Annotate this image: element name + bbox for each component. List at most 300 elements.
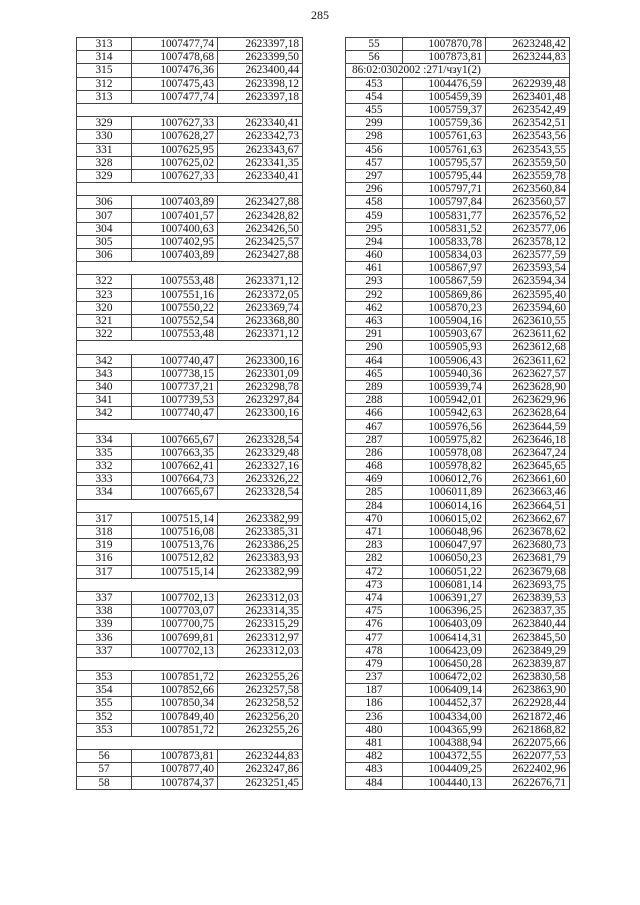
point-number-cell: 457 [346, 156, 403, 169]
y-coordinate-cell: 2623326,22 [218, 473, 303, 486]
y-coordinate-cell: 2623577,59 [486, 249, 570, 262]
y-coordinate-cell: 2622939,48 [486, 77, 570, 90]
table-row [77, 301, 303, 314]
point-number-cell: 332 [77, 460, 132, 473]
table-row [77, 763, 303, 776]
x-coordinate-cell: 1006015,02 [403, 512, 486, 525]
y-coordinate-cell: 2623830,58 [486, 671, 570, 684]
point-number-cell: 57 [77, 763, 132, 776]
point-number-cell: 321 [77, 314, 132, 327]
point-number-cell: 287 [346, 433, 403, 446]
x-coordinate-cell: 1007664,73 [132, 473, 218, 486]
point-number-cell: 468 [346, 460, 403, 473]
point-number-cell: 480 [346, 723, 403, 736]
x-coordinate-cell: 1007662,41 [132, 460, 218, 473]
point-number-cell: 478 [346, 644, 403, 657]
table-row [346, 763, 570, 776]
x-coordinate-cell: 1006050,23 [403, 552, 486, 565]
point-number-cell: 288 [346, 394, 403, 407]
table-row [346, 77, 570, 90]
table-row [346, 341, 570, 354]
table-row [77, 433, 303, 446]
table-row [346, 657, 570, 670]
y-coordinate-cell: 2623576,52 [486, 209, 570, 222]
y-coordinate-cell: 2623425,57 [218, 235, 303, 248]
x-coordinate-cell: 1005978,08 [403, 446, 486, 459]
y-coordinate-cell: 2623560,57 [486, 196, 570, 209]
point-number-cell: 460 [346, 249, 403, 262]
separator-row [77, 420, 303, 433]
x-coordinate-cell: 1007478,68 [132, 51, 218, 64]
y-coordinate-cell: 2623327,16 [218, 460, 303, 473]
y-coordinate-cell: 2623382,99 [218, 565, 303, 578]
table-row [346, 288, 570, 301]
x-coordinate-cell: 1004476,59 [403, 77, 486, 90]
y-coordinate-cell: 2623369,74 [218, 301, 303, 314]
x-coordinate-cell: 1007851,72 [132, 723, 218, 736]
point-number-cell: 236 [346, 710, 403, 723]
y-coordinate-cell: 2623661,60 [486, 473, 570, 486]
y-coordinate-cell: 2623428,82 [218, 209, 303, 222]
table-row [346, 578, 570, 591]
table-row [77, 671, 303, 684]
point-number-cell: 319 [77, 539, 132, 552]
point-number-cell: 328 [77, 156, 132, 169]
point-number-cell: 299 [346, 117, 403, 130]
y-coordinate-cell: 2623593,54 [486, 262, 570, 275]
table-row [77, 380, 303, 393]
point-number-cell: 455 [346, 103, 403, 116]
y-coordinate-cell: 2623543,56 [486, 130, 570, 143]
point-number-cell: 294 [346, 235, 403, 248]
y-coordinate-cell: 2623594,34 [486, 275, 570, 288]
point-number-cell: 466 [346, 407, 403, 420]
y-coordinate-cell: 2623244,83 [218, 750, 303, 763]
x-coordinate-cell: 1005905,93 [403, 341, 486, 354]
y-coordinate-cell: 2622402,96 [486, 763, 570, 776]
x-coordinate-cell: 1007403,89 [132, 249, 218, 262]
y-coordinate-cell: 2623595,40 [486, 288, 570, 301]
table-row [346, 605, 570, 618]
y-coordinate-cell: 2623427,88 [218, 249, 303, 262]
point-number-cell: 317 [77, 512, 132, 525]
y-coordinate-cell: 2623398,12 [218, 77, 303, 90]
x-coordinate-cell: 1007515,14 [132, 512, 218, 525]
y-coordinate-cell: 2623312,97 [218, 631, 303, 644]
y-coordinate-cell: 2623840,44 [486, 618, 570, 631]
y-coordinate-cell: 2623256,20 [218, 710, 303, 723]
y-coordinate-cell: 2623594,60 [486, 301, 570, 314]
y-coordinate-cell: 2623543,55 [486, 143, 570, 156]
x-coordinate-cell: 1006450,28 [403, 657, 486, 670]
table-row [346, 697, 570, 710]
y-coordinate-cell: 2623247,86 [218, 763, 303, 776]
table-row [77, 539, 303, 552]
table-row [346, 130, 570, 143]
separator-row [77, 736, 303, 749]
y-coordinate-cell: 2623542,51 [486, 117, 570, 130]
x-coordinate-cell: 1005976,56 [403, 420, 486, 433]
point-number-cell: 55 [346, 38, 403, 51]
x-coordinate-cell: 1006396,25 [403, 605, 486, 618]
table-row [77, 156, 303, 169]
x-coordinate-cell: 1007513,76 [132, 539, 218, 552]
table-row [77, 618, 303, 631]
point-number-cell: 56 [77, 750, 132, 763]
table-row [346, 499, 570, 512]
table-row [346, 262, 570, 275]
separator-row [77, 103, 303, 116]
x-coordinate-cell: 1007700,75 [132, 618, 218, 631]
separator-row [77, 262, 303, 275]
table-row [346, 38, 570, 51]
y-coordinate-cell: 2621868,82 [486, 723, 570, 736]
x-coordinate-cell: 1005869,86 [403, 288, 486, 301]
separator-cell [77, 578, 303, 591]
table-row [346, 684, 570, 697]
y-coordinate-cell: 2623297,84 [218, 394, 303, 407]
point-number-cell: 472 [346, 565, 403, 578]
x-coordinate-cell: 1007877,40 [132, 763, 218, 776]
table-row [346, 631, 570, 644]
x-coordinate-cell: 1007401,57 [132, 209, 218, 222]
parcel-header-row [346, 64, 570, 77]
x-coordinate-cell: 1005759,37 [403, 103, 486, 116]
table-row [77, 631, 303, 644]
x-coordinate-cell: 1006011,89 [403, 486, 486, 499]
point-number-cell: 465 [346, 367, 403, 380]
point-number-cell: 484 [346, 776, 403, 789]
y-coordinate-cell: 2623612,68 [486, 341, 570, 354]
y-coordinate-cell: 2623839,87 [486, 657, 570, 670]
y-coordinate-cell: 2623255,26 [218, 723, 303, 736]
table-row [346, 446, 570, 459]
x-coordinate-cell: 1005906,43 [403, 354, 486, 367]
x-coordinate-cell: 1007663,35 [132, 446, 218, 459]
table-row [346, 736, 570, 749]
y-coordinate-cell: 2623382,99 [218, 512, 303, 525]
x-coordinate-cell: 1005795,44 [403, 169, 486, 182]
point-number-cell: 330 [77, 130, 132, 143]
table-row [346, 512, 570, 525]
point-number-cell: 352 [77, 710, 132, 723]
x-coordinate-cell: 1005759,36 [403, 117, 486, 130]
point-number-cell: 470 [346, 512, 403, 525]
point-number-cell: 295 [346, 222, 403, 235]
x-coordinate-cell: 1007702,13 [132, 591, 218, 604]
x-coordinate-cell: 1006403,09 [403, 618, 486, 631]
x-coordinate-cell: 1007870,78 [403, 38, 486, 51]
table-row [77, 117, 303, 130]
x-coordinate-cell: 1007476,36 [132, 64, 218, 77]
x-coordinate-cell: 1005975,82 [403, 433, 486, 446]
y-coordinate-cell: 2623542,49 [486, 103, 570, 116]
table-row [77, 591, 303, 604]
x-coordinate-cell: 1007477,74 [132, 90, 218, 103]
x-coordinate-cell: 1007553,48 [132, 328, 218, 341]
y-coordinate-cell: 2621872,46 [486, 710, 570, 723]
x-coordinate-cell: 1006081,14 [403, 578, 486, 591]
table-row [346, 301, 570, 314]
y-coordinate-cell: 2622676,71 [486, 776, 570, 789]
y-coordinate-cell: 2623244,83 [486, 51, 570, 64]
point-number-cell: 293 [346, 275, 403, 288]
x-coordinate-cell: 1004409,25 [403, 763, 486, 776]
separator-row [77, 657, 303, 670]
y-coordinate-cell: 2623578,12 [486, 235, 570, 248]
x-coordinate-cell: 1004365,99 [403, 723, 486, 736]
point-number-cell: 336 [77, 631, 132, 644]
point-number-cell: 317 [77, 565, 132, 578]
point-number-cell: 187 [346, 684, 403, 697]
table-row [77, 90, 303, 103]
y-coordinate-cell: 2623372,05 [218, 288, 303, 301]
separator-cell [77, 103, 303, 116]
y-coordinate-cell: 2623426,50 [218, 222, 303, 235]
point-number-cell: 461 [346, 262, 403, 275]
x-coordinate-cell: 1007737,21 [132, 380, 218, 393]
x-coordinate-cell: 1007516,08 [132, 525, 218, 538]
point-number-cell: 285 [346, 486, 403, 499]
x-coordinate-cell: 1007740,47 [132, 407, 218, 420]
point-number-cell: 342 [77, 354, 132, 367]
table-row [77, 275, 303, 288]
y-coordinate-cell: 2623837,35 [486, 605, 570, 618]
y-coordinate-cell: 2623863,90 [486, 684, 570, 697]
y-coordinate-cell: 2623646,18 [486, 433, 570, 446]
x-coordinate-cell: 1005834,03 [403, 249, 486, 262]
y-coordinate-cell: 2623385,31 [218, 525, 303, 538]
y-coordinate-cell: 2623301,09 [218, 367, 303, 380]
x-coordinate-cell: 1007627,33 [132, 117, 218, 130]
table-row [77, 235, 303, 248]
point-number-cell: 322 [77, 275, 132, 288]
table-row [77, 776, 303, 789]
separator-cell [77, 183, 303, 196]
separator-row [77, 341, 303, 354]
y-coordinate-cell: 2623427,88 [218, 196, 303, 209]
x-coordinate-cell: 1005761,63 [403, 143, 486, 156]
point-number-cell: 459 [346, 209, 403, 222]
x-coordinate-cell: 1006012,76 [403, 473, 486, 486]
table-row [346, 723, 570, 736]
point-number-cell: 453 [346, 77, 403, 90]
point-number-cell: 456 [346, 143, 403, 156]
x-coordinate-cell: 1007738,15 [132, 367, 218, 380]
y-coordinate-cell: 2623644,59 [486, 420, 570, 433]
x-coordinate-cell: 1007851,72 [132, 671, 218, 684]
x-coordinate-cell: 1007515,14 [132, 565, 218, 578]
point-number-cell: 337 [77, 644, 132, 657]
y-coordinate-cell: 2622075,66 [486, 736, 570, 749]
right-coordinates-table [345, 37, 570, 790]
y-coordinate-cell: 2623627,57 [486, 367, 570, 380]
table-row [77, 249, 303, 262]
table-row [77, 354, 303, 367]
point-number-cell: 474 [346, 591, 403, 604]
y-coordinate-cell: 2623693,75 [486, 578, 570, 591]
table-row [346, 103, 570, 116]
point-number-cell: 314 [77, 51, 132, 64]
y-coordinate-cell: 2623248,42 [486, 38, 570, 51]
y-coordinate-cell: 2623679,68 [486, 565, 570, 578]
x-coordinate-cell: 1007627,33 [132, 169, 218, 182]
x-coordinate-cell: 1007699,81 [132, 631, 218, 644]
table-row [346, 249, 570, 262]
table-row [346, 143, 570, 156]
x-coordinate-cell: 1007400,63 [132, 222, 218, 235]
table-row [346, 618, 570, 631]
point-number-cell: 284 [346, 499, 403, 512]
table-row [77, 222, 303, 235]
point-number-cell: 355 [77, 697, 132, 710]
point-number-cell: 331 [77, 143, 132, 156]
table-row [346, 710, 570, 723]
y-coordinate-cell: 2623383,93 [218, 552, 303, 565]
x-coordinate-cell: 1004440,13 [403, 776, 486, 789]
x-coordinate-cell: 1005978,82 [403, 460, 486, 473]
y-coordinate-cell: 2623560,84 [486, 183, 570, 196]
y-coordinate-cell: 2623559,78 [486, 169, 570, 182]
x-coordinate-cell: 1007702,13 [132, 644, 218, 657]
table-row [346, 525, 570, 538]
point-number-cell: 307 [77, 209, 132, 222]
x-coordinate-cell: 1005940,36 [403, 367, 486, 380]
point-number-cell: 286 [346, 446, 403, 459]
y-coordinate-cell: 2623401,48 [486, 90, 570, 103]
y-coordinate-cell: 2623400,44 [218, 64, 303, 77]
table-row [346, 433, 570, 446]
table-row [77, 314, 303, 327]
point-number-cell: 334 [77, 486, 132, 499]
y-coordinate-cell: 2623681,79 [486, 552, 570, 565]
table-row [77, 196, 303, 209]
x-coordinate-cell: 1007552,54 [132, 314, 218, 327]
y-coordinate-cell: 2623312,03 [218, 644, 303, 657]
y-coordinate-cell: 2622928,44 [486, 697, 570, 710]
separator-cell [77, 657, 303, 670]
table-row [77, 525, 303, 538]
table-row [346, 552, 570, 565]
point-number-cell: 335 [77, 446, 132, 459]
separator-cell [77, 736, 303, 749]
point-number-cell: 463 [346, 314, 403, 327]
y-coordinate-cell: 2623298,78 [218, 380, 303, 393]
point-number-cell: 298 [346, 130, 403, 143]
y-coordinate-cell: 2623680,73 [486, 539, 570, 552]
table-row [346, 671, 570, 684]
table-row [77, 486, 303, 499]
x-coordinate-cell: 1006048,96 [403, 525, 486, 538]
y-coordinate-cell: 2623341,35 [218, 156, 303, 169]
point-number-cell: 292 [346, 288, 403, 301]
point-number-cell: 282 [346, 552, 403, 565]
point-number-cell: 237 [346, 671, 403, 684]
table-row [346, 591, 570, 604]
table-row [77, 51, 303, 64]
point-number-cell: 322 [77, 328, 132, 341]
y-coordinate-cell: 2623314,35 [218, 605, 303, 618]
point-number-cell: 341 [77, 394, 132, 407]
page-number: 285 [311, 8, 329, 22]
point-number-cell: 290 [346, 341, 403, 354]
table-row [346, 51, 570, 64]
y-coordinate-cell: 2623628,90 [486, 380, 570, 393]
point-number-cell: 333 [77, 473, 132, 486]
x-coordinate-cell: 1007665,67 [132, 433, 218, 446]
point-number-cell: 458 [346, 196, 403, 209]
x-coordinate-cell: 1007625,02 [132, 156, 218, 169]
table-row [77, 130, 303, 143]
y-coordinate-cell: 2623255,26 [218, 671, 303, 684]
point-number-cell: 313 [77, 38, 132, 51]
table-row [77, 552, 303, 565]
x-coordinate-cell: 1006423,09 [403, 644, 486, 657]
table-row [346, 539, 570, 552]
point-number-cell: 471 [346, 525, 403, 538]
table-row [346, 196, 570, 209]
table-row [346, 328, 570, 341]
table-row [77, 684, 303, 697]
table-row [346, 394, 570, 407]
x-coordinate-cell: 1005870,23 [403, 301, 486, 314]
point-number-cell: 337 [77, 591, 132, 604]
x-coordinate-cell: 1007512,82 [132, 552, 218, 565]
y-coordinate-cell: 2623328,54 [218, 486, 303, 499]
point-number-cell: 353 [77, 723, 132, 736]
point-number-cell: 462 [346, 301, 403, 314]
x-coordinate-cell: 1006472,02 [403, 671, 486, 684]
x-coordinate-cell: 1007740,47 [132, 354, 218, 367]
x-coordinate-cell: 1004334,00 [403, 710, 486, 723]
x-coordinate-cell: 1004388,94 [403, 736, 486, 749]
point-number-cell: 477 [346, 631, 403, 644]
table-row [346, 644, 570, 657]
point-number-cell: 334 [77, 433, 132, 446]
y-coordinate-cell: 2623399,50 [218, 51, 303, 64]
point-number-cell: 342 [77, 407, 132, 420]
point-number-cell: 467 [346, 420, 403, 433]
x-coordinate-cell: 1007403,89 [132, 196, 218, 209]
x-coordinate-cell: 1005797,84 [403, 196, 486, 209]
y-coordinate-cell: 2623647,24 [486, 446, 570, 459]
y-coordinate-cell: 2623371,12 [218, 275, 303, 288]
table-row [346, 169, 570, 182]
x-coordinate-cell: 1007475,43 [132, 77, 218, 90]
point-number-cell: 186 [346, 697, 403, 710]
table-row [77, 750, 303, 763]
table-row [346, 183, 570, 196]
separator-cell [77, 341, 303, 354]
y-coordinate-cell: 2623610,55 [486, 314, 570, 327]
table-row [346, 235, 570, 248]
x-coordinate-cell: 1005797,71 [403, 183, 486, 196]
x-coordinate-cell: 1005831,52 [403, 222, 486, 235]
point-number-cell: 479 [346, 657, 403, 670]
y-coordinate-cell: 2623839,53 [486, 591, 570, 604]
y-coordinate-cell: 2623611,62 [486, 354, 570, 367]
point-number-cell: 475 [346, 605, 403, 618]
y-coordinate-cell: 2623629,96 [486, 394, 570, 407]
table-row [346, 486, 570, 499]
table-row [77, 394, 303, 407]
x-coordinate-cell: 1006414,31 [403, 631, 486, 644]
point-number-cell: 316 [77, 552, 132, 565]
y-coordinate-cell: 2623678,62 [486, 525, 570, 538]
point-number-cell: 464 [346, 354, 403, 367]
separator-row [77, 183, 303, 196]
table-row [77, 77, 303, 90]
